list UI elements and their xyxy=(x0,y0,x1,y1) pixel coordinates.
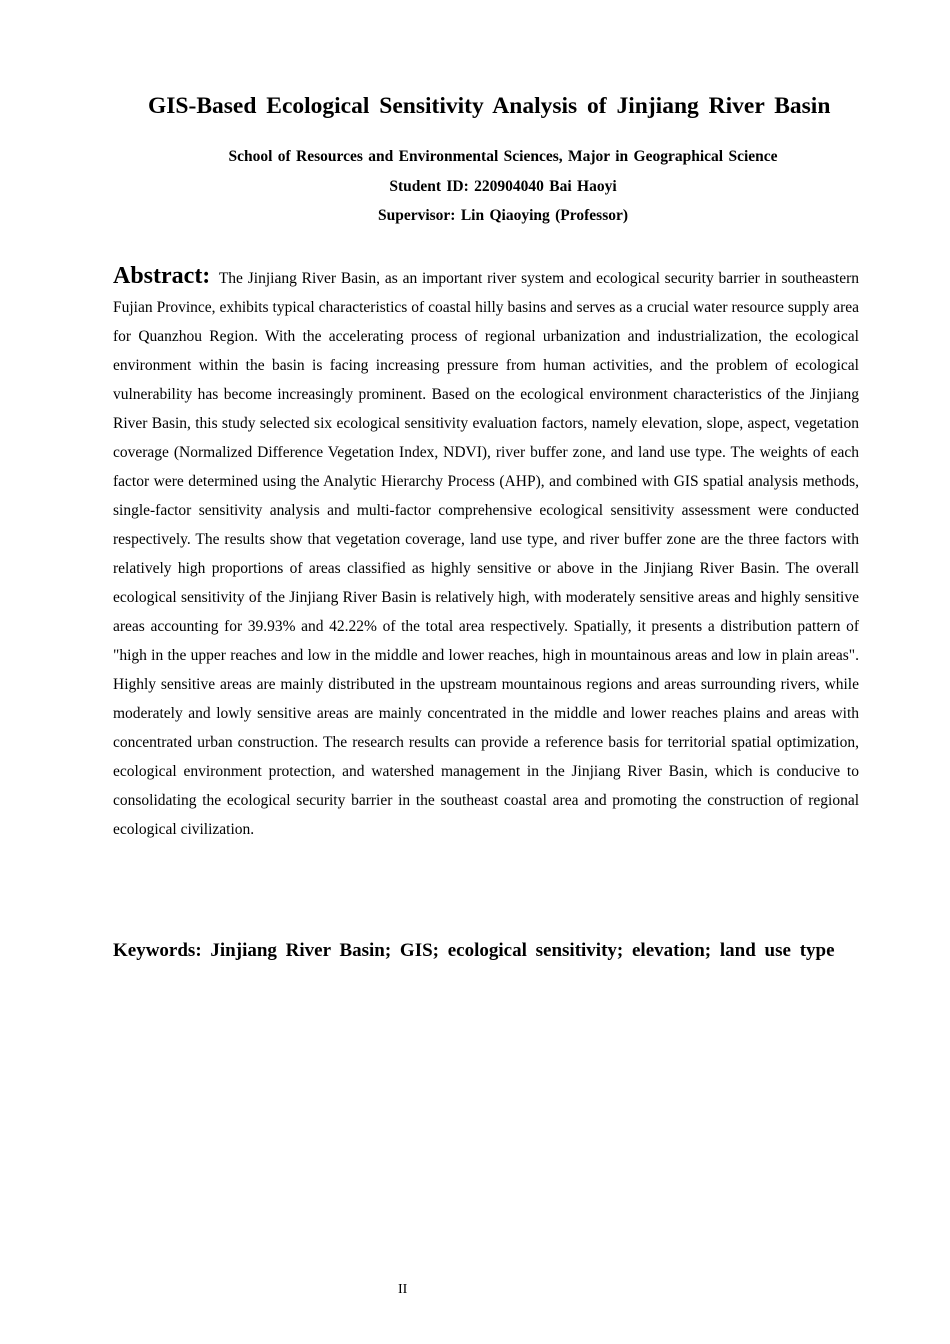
abstract-body: The Jinjiang River Basin, as an important river system and ecological security barrier in southeastern Fujian Province, exhibits typical characteristics of coastal hilly basins and serves as a crucial water resource supply area for Quanzhou Region. With the accelerating process of regional urbanization and industrialization, the ecological environment within the basin is facing increasing pressure from human activities, and the problem of ecological vulnerability has become increasingly prominent. Based on the ecological environment characteristics of the Jinjiang River Basin, this study selected six ecological sensitivity evaluation factors, namely elevation, slope, aspect, vegetation coverage (Normalized Difference Vegetation Index, NDVI), river buffer zone, and land use type. The weights of each factor were determined using the Analytic Hierarchy Process (AHP), and combined with GIS spatial analysis methods, single-factor sensitivity analysis and multi-factor comprehensive ecological sensitivity assessment were conducted respectively. The results show that vegetation coverage, land use type, and river buffer zone are the three factors with relatively high proportions of areas classified as highly sensitive or above in the Jinjiang River Basin. The overall ecological sensitivity of the Jinjiang River Basin is relatively high, with moderately sensitive areas and highly sensitive areas accounting for 39.93% and 42.22% of the total area respectively. Spatially, it presents a distribution pattern of "high in the upper reaches and low in the middle and lower reaches, high in mountainous areas and low in plain areas". Highly sensitive areas are mainly distributed in the upstream mountainous regions and areas surrounding rivers, while moderately and lowly sensitive areas are mainly concentrated in the middle and lower reaches plains and areas with concentrated urban construction. The research results can provide a reference basis for territorial spatial optimization, ecological environment protection, and watershed management in the Jinjiang River Basin, which is conducive to consolidating the ecological security barrier in the southeast coastal area and promoting the construction of regional ecological civilization. xyxy=(113,270,859,838)
supervisor-line: Supervisor: Lin Qiaoying (Professor) xyxy=(377,207,629,224)
abstract-label: Abstract: xyxy=(113,263,211,289)
author-affiliation: School of Resources and Environmental Sciences, Major in Geographical Science xyxy=(228,148,778,165)
paper-title: GIS-Based Ecological Sensitivity Analysis of Jinjiang River Basin xyxy=(148,93,831,119)
abstract-paragraph xyxy=(113,262,859,844)
page-number: II xyxy=(398,1282,408,1297)
keywords-line: Keywords: Jinjiang River Basin; GIS; ecological sensitivity; elevation; land use type xyxy=(113,940,835,961)
student-id-line: Student ID: 220904040 Bai Haoyi xyxy=(389,178,617,195)
